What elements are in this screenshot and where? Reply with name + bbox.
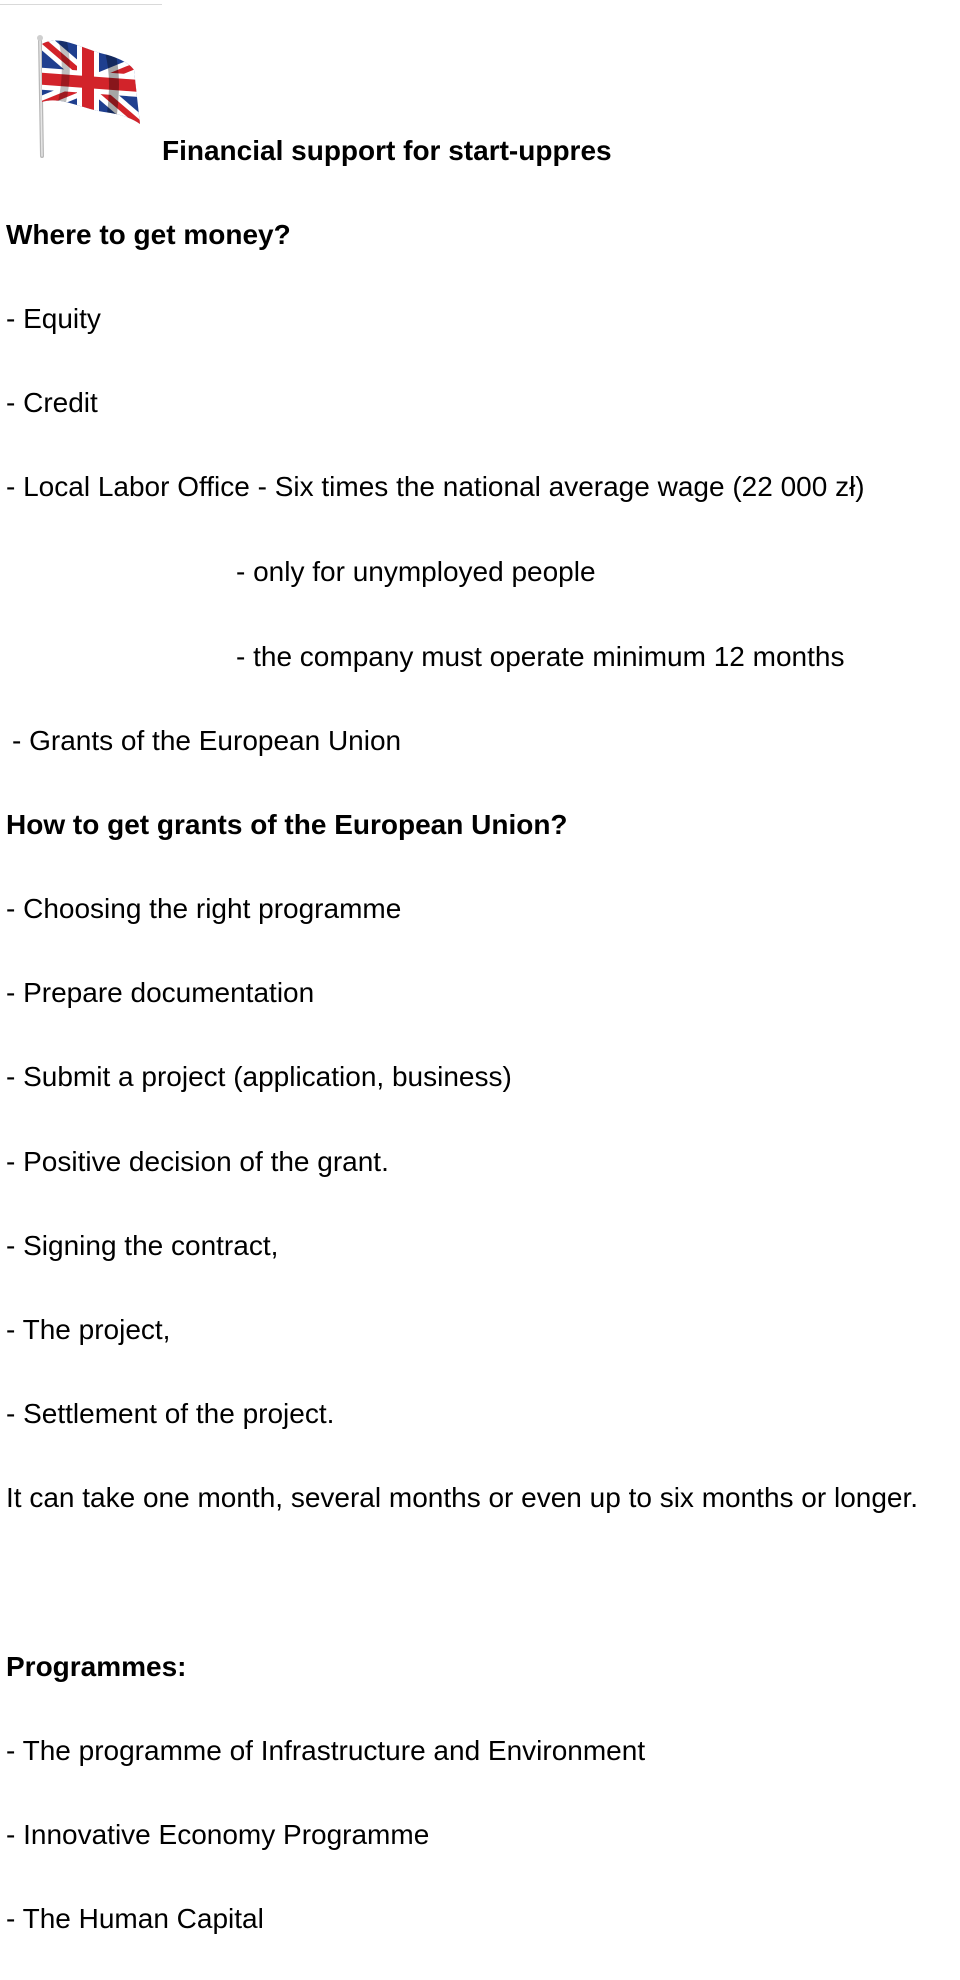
- duration-note: It can take one month, several months or even up to six months or longer.: [6, 1482, 919, 1513]
- list-item: - Innovative Economy Programme: [6, 1819, 430, 1850]
- list-item: - Grants of the European Union: [12, 725, 402, 756]
- list-item: - Credit: [6, 387, 98, 418]
- page-title: Financial support for start-uppres: [162, 135, 612, 166]
- list-item: - Submit a project (application, business): [6, 1061, 512, 1092]
- list-item: - Settlement of the project.: [6, 1398, 335, 1429]
- list-item: - Local Labor Office - Six times the national average wage (22 000 zł): [6, 471, 865, 502]
- sub-list-item: - the company must operate minimum 12 months: [236, 641, 845, 672]
- list-item: - Equity: [6, 303, 101, 334]
- sub-list-item: - only for unymployed people: [236, 556, 596, 587]
- heading-where-to-get-money: Where to get money?: [6, 219, 291, 250]
- list-item: - The project,: [6, 1314, 171, 1345]
- heading-how-to-get-grants: How to get grants of the European Union?: [6, 809, 568, 840]
- list-item: - The Human Capital: [6, 1903, 264, 1934]
- heading-programmes: Programmes:: [6, 1651, 187, 1682]
- list-item: - Choosing the right programme: [6, 893, 402, 924]
- flag-graphic: [32, 30, 140, 160]
- united-kingdom-flag-icon: [32, 30, 140, 160]
- list-item: - The programme of Infrastructure and Environment: [6, 1735, 646, 1766]
- top-divider: [0, 4, 162, 5]
- list-item: - Prepare documentation: [6, 977, 315, 1008]
- list-item: - Positive decision of the grant.: [6, 1146, 389, 1177]
- list-item: - Signing the contract,: [6, 1230, 279, 1261]
